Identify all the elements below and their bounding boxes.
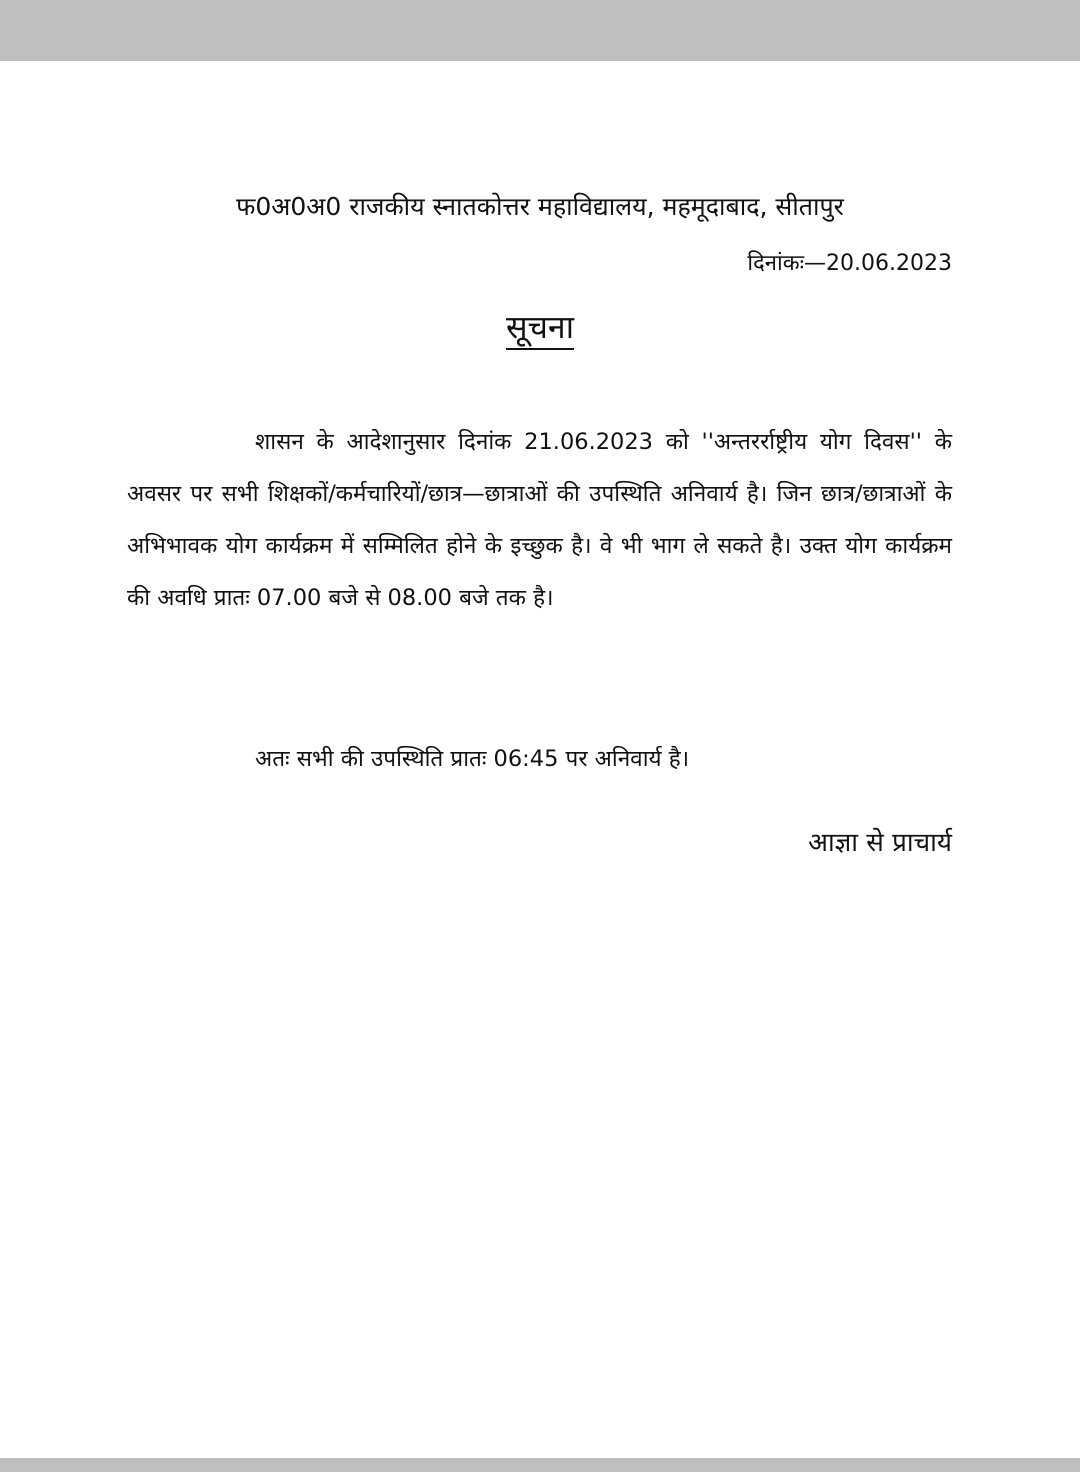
document-page (0, 61, 1080, 1458)
notice-paragraph-1: शासन के आदेशानुसार दिनांक 21.06.2023 को ''अन्तरर्राष्ट्रीय योग दिवस'' के अवसर पर सभी शिक्षकों/कर्मचारियों/छात्र—छात्राओं की उपस्थिति अनिवार्य है। जिन छात्र/छात्राओं के अभिभावक योग कार्यक्रम में सम्मिलित होने के इच्छुक है। वे भी भाग ले सकते है। उक्त योग कार्यक्रम की अवधि प्रातः 07.00 बजे से 08.00 बजे तक है। (127, 429, 952, 611)
signature-line: आज्ञा से प्राचार्य (808, 828, 952, 858)
viewer-bottom-bar (0, 1458, 1080, 1472)
notice-paragraph-2: अतः सभी की उपस्थिति प्रातः 06:45 पर अनिवार्य है। (255, 746, 690, 772)
notice-heading (0, 305, 1080, 348)
notice-heading-text: सूचना (506, 308, 574, 350)
college-name: फ0अ0अ0 राजकीय स्नातकोत्तर महाविद्यालय, महमूदाबाद, सीतापुर (236, 192, 844, 221)
notice-date: दिनांकः—20.06.2023 (747, 251, 952, 276)
viewer-top-bar (0, 0, 1080, 61)
